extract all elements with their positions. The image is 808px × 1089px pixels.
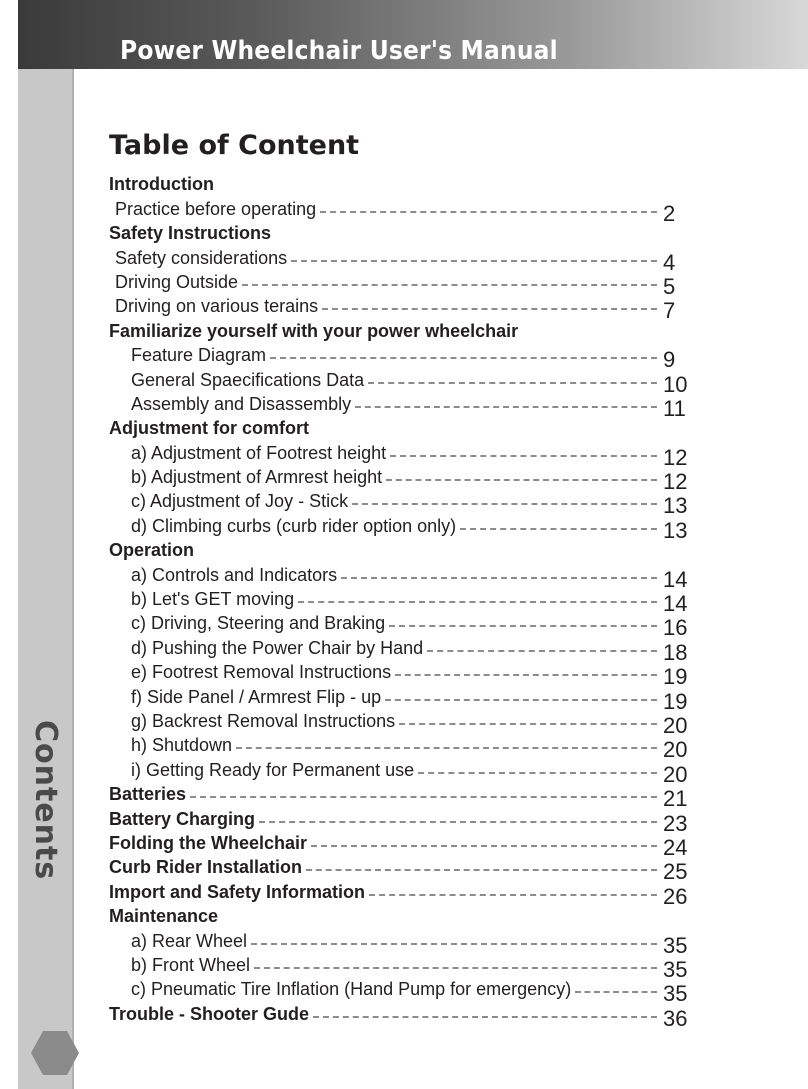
- toc-entry-page-number: 35: [663, 956, 688, 982]
- toc-entry-label: c) Pneumatic Tire Inflation (Hand Pump for emergency): [131, 979, 572, 1000]
- toc-leader-dots: [385, 698, 657, 701]
- toc-leader-dots: [418, 771, 657, 774]
- toc-entry[interactable]: [109, 732, 691, 763]
- toc-entry-page-number: 19: [663, 664, 688, 690]
- toc-entry-page-number: 11: [663, 395, 686, 421]
- toc-entry-label: a) Rear Wheel: [131, 930, 248, 951]
- toc-leader-dots: [369, 893, 657, 896]
- toc-entry-page-number: 5: [663, 273, 676, 299]
- toc-entry-page-number: 20: [663, 712, 688, 738]
- toc-entry-page-number: 14: [663, 591, 688, 617]
- sidebar-divider: [72, 69, 74, 1089]
- toc-entry[interactable]: [109, 683, 691, 714]
- toc-entry-label: Familiarize yourself with your power wheelchair: [109, 320, 519, 341]
- toc-leader-dots: [575, 990, 657, 993]
- toc-entry-page-number: 4: [663, 249, 676, 275]
- toc-entry[interactable]: [109, 317, 691, 341]
- toc-entry-label: d) Pushing the Power Chair by Hand: [131, 637, 424, 658]
- toc-leader-dots: [306, 868, 657, 871]
- toc-leader-dots: [311, 844, 657, 847]
- page-title: Table of Content: [109, 130, 360, 161]
- toc-entry-label: General Spaecifications Data: [131, 369, 365, 390]
- toc-entry-page-number: 10: [663, 371, 688, 397]
- toc-entry-label: f) Side Panel / Armrest Flip - up: [131, 686, 382, 707]
- toc-leader-dots: [427, 649, 657, 652]
- toc-entry[interactable]: [109, 171, 691, 195]
- toc-entry-label: Trouble - Shooter Gude: [109, 1003, 310, 1024]
- toc-entry-label: Safety considerations: [115, 247, 288, 268]
- toc-entry-page-number: 35: [663, 981, 688, 1007]
- toc-leader-dots: [395, 673, 657, 676]
- toc-leader-dots: [386, 478, 657, 481]
- toc-leader-dots: [251, 942, 657, 945]
- toc-leader-dots: [313, 1015, 657, 1018]
- toc-entry-label: Folding the Wheelchair: [109, 832, 308, 853]
- toc-entry-page-number: 23: [663, 810, 688, 836]
- toc-entry[interactable]: [109, 391, 691, 421]
- toc-entry[interactable]: [109, 927, 691, 958]
- toc-leader-dots: [352, 502, 657, 505]
- toc-entry-label: Import and Safety Information: [109, 881, 366, 902]
- toc-leader-dots: [320, 210, 657, 213]
- toc-entry-label: Batteries: [109, 784, 187, 805]
- manual-title: Power Wheelchair User's Manual: [120, 36, 558, 66]
- toc-entry[interactable]: [109, 756, 691, 787]
- toc-entry-page-number: 24: [663, 834, 688, 860]
- toc-entry-page-number: 13: [663, 517, 688, 543]
- toc-entry-page-number: 20: [663, 761, 688, 787]
- toc-entry-page-number: 13: [663, 493, 688, 519]
- toc-entry-label: b) Let's GET moving: [131, 589, 295, 610]
- toc-entry-label: h) Shutdown: [131, 735, 233, 756]
- toc-entry-page-number: 20: [663, 737, 688, 763]
- toc-entry[interactable]: [109, 366, 691, 397]
- toc-entry[interactable]: [109, 488, 691, 519]
- toc-entry-label: b) Front Wheel: [131, 954, 251, 975]
- toc-entry[interactable]: [109, 634, 691, 665]
- toc-leader-dots: [390, 454, 657, 457]
- toc-entry-page-number: 16: [663, 615, 688, 641]
- toc-leader-dots: [298, 600, 657, 603]
- toc-entry-label: c) Adjustment of Joy - Stick: [131, 491, 349, 512]
- toc-entry-label: Battery Charging: [109, 808, 256, 829]
- toc-entry-page-number: 21: [663, 786, 688, 812]
- toc-entry[interactable]: [109, 610, 691, 641]
- toc-entry[interactable]: [109, 708, 691, 738]
- toc-entry-page-number: 36: [663, 1005, 688, 1031]
- toc-entry[interactable]: [109, 854, 691, 885]
- toc-entry-label: i) Getting Ready for Permanent use: [131, 759, 415, 780]
- toc-entry-page-number: 12: [663, 469, 688, 495]
- table-of-contents: [109, 171, 691, 1031]
- toc-entry-label: Feature Diagram: [131, 345, 267, 366]
- toc-entry-label: Assembly and Disassembly: [131, 393, 352, 414]
- toc-entry-page-number: 9: [663, 347, 676, 373]
- toc-entry-label: Curb Rider Installation: [109, 857, 303, 878]
- toc-entry[interactable]: [109, 659, 691, 690]
- toc-leader-dots: [291, 259, 657, 262]
- toc-entry[interactable]: [109, 805, 691, 836]
- toc-entry-label: Introduction: [109, 174, 214, 195]
- toc-leader-dots: [259, 820, 657, 823]
- toc-entry[interactable]: [109, 293, 691, 324]
- toc-leader-dots: [236, 746, 657, 749]
- toc-entry[interactable]: [109, 830, 691, 860]
- toc-entry-label: a) Adjustment of Footrest height: [131, 442, 387, 463]
- toc-entry-label: c) Driving, Steering and Braking: [131, 613, 386, 634]
- toc-leader-dots: [190, 795, 657, 798]
- toc-entry-page-number: 7: [663, 298, 676, 324]
- toc-entry-page-number: 26: [663, 883, 688, 909]
- toc-entry[interactable]: [109, 561, 691, 592]
- toc-entry-page-number: 2: [663, 200, 676, 226]
- toc-leader-dots: [242, 283, 657, 286]
- toc-entry-page-number: 12: [663, 444, 688, 470]
- toc-entry-page-number: 35: [663, 932, 688, 958]
- toc-entry[interactable]: [109, 269, 691, 299]
- toc-entry[interactable]: [109, 415, 691, 439]
- toc-entry[interactable]: [109, 952, 691, 982]
- toc-entry[interactable]: [109, 878, 691, 909]
- toc-entry-label: Adjustment for comfort: [109, 418, 309, 439]
- toc-entry-label: Practice before operating: [115, 198, 317, 219]
- toc-entry[interactable]: [109, 195, 691, 226]
- toc-entry-label: Driving Outside: [115, 271, 239, 292]
- toc-entry[interactable]: [109, 903, 691, 927]
- toc-leader-dots: [460, 527, 657, 530]
- toc-leader-dots: [322, 307, 657, 310]
- toc-entry[interactable]: [109, 439, 691, 470]
- toc-entry-page-number: 25: [663, 859, 688, 885]
- toc-leader-dots: [389, 624, 657, 627]
- toc-entry[interactable]: [109, 1000, 691, 1031]
- toc-entry-page-number: 14: [663, 566, 688, 592]
- toc-entry-label: g) Backrest Removal Instructions: [131, 710, 396, 731]
- sidebar-strip: [18, 69, 74, 1089]
- toc-entry-label: Driving on various terains: [115, 296, 319, 317]
- toc-leader-dots: [368, 381, 657, 384]
- toc-entry-label: e) Footrest Removal Instructions: [131, 662, 392, 683]
- toc-entry-label: Maintenance: [109, 906, 219, 927]
- toc-entry[interactable]: [109, 464, 691, 495]
- toc-leader-dots: [254, 966, 657, 969]
- toc-leader-dots: [399, 722, 657, 725]
- toc-entry[interactable]: [109, 512, 691, 543]
- toc-entry[interactable]: [109, 976, 691, 1007]
- toc-leader-dots: [341, 576, 657, 579]
- toc-entry[interactable]: [109, 244, 691, 275]
- toc-entry-label: d) Climbing curbs (curb rider option only): [131, 515, 457, 536]
- toc-entry[interactable]: [109, 537, 691, 561]
- toc-entry[interactable]: [109, 342, 691, 373]
- toc-entry[interactable]: [109, 781, 691, 812]
- toc-entry-label: Safety Instructions: [109, 223, 272, 244]
- toc-entry[interactable]: [109, 586, 691, 617]
- toc-entry-label: Operation: [109, 540, 195, 561]
- toc-entry-page-number: 19: [663, 688, 688, 714]
- toc-entry[interactable]: [109, 220, 691, 244]
- toc-entry-label: b) Adjustment of Armrest height: [131, 467, 383, 488]
- toc-entry-page-number: 18: [663, 639, 688, 665]
- toc-entry-label: a) Controls and Indicators: [131, 564, 338, 585]
- sidebar-section-label: Contents: [28, 720, 63, 881]
- toc-leader-dots: [355, 405, 657, 408]
- toc-leader-dots: [270, 356, 657, 359]
